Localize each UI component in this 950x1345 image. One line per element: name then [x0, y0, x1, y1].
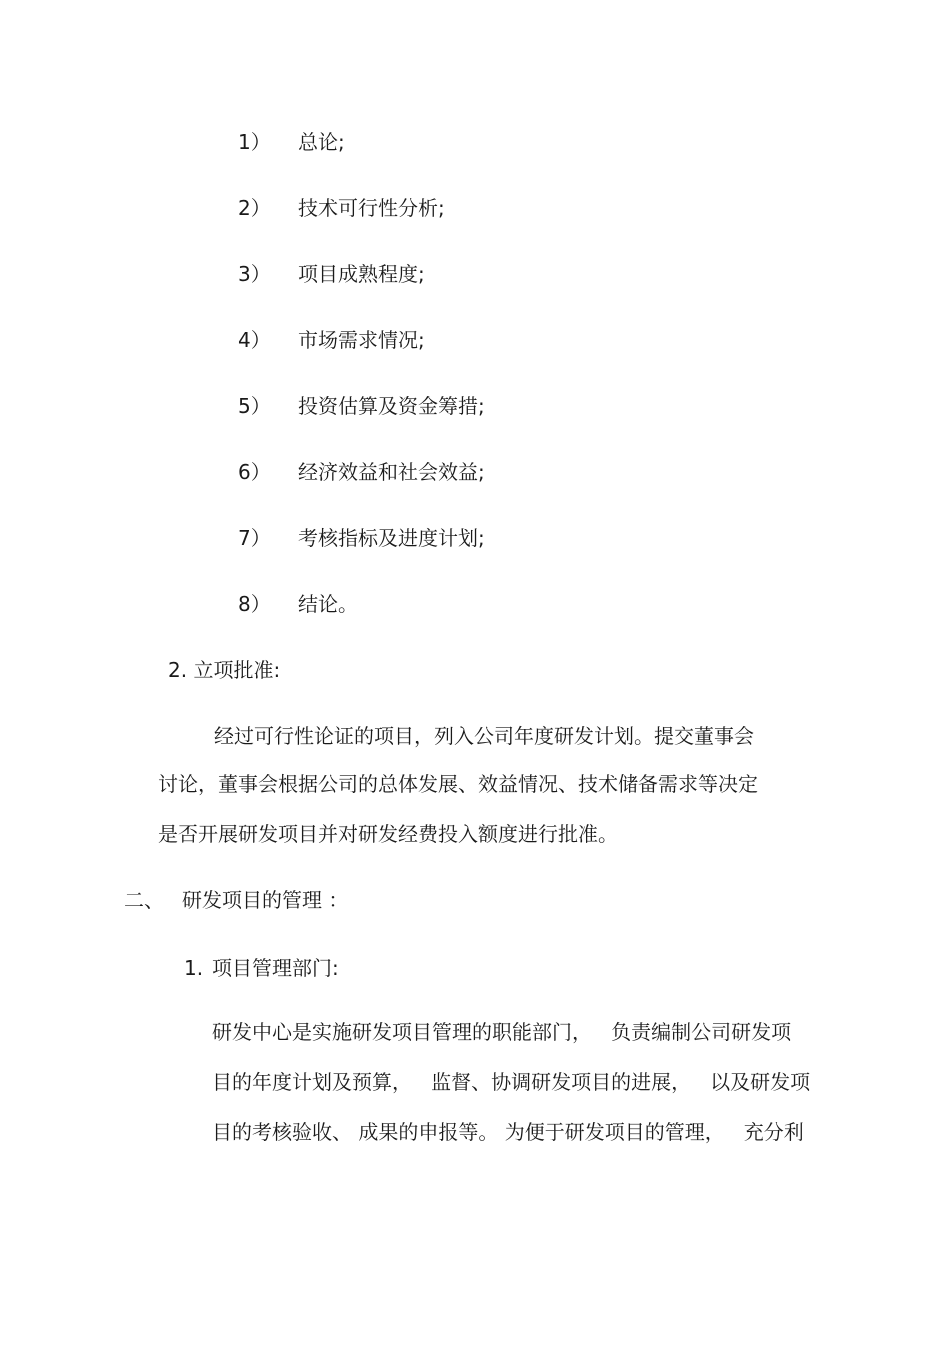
list-item: [238, 326, 425, 354]
list-number: 7）: [238, 526, 271, 550]
list-item: [238, 458, 485, 486]
list-number: 6）: [238, 460, 271, 484]
list-number: 4）: [238, 328, 271, 352]
subsection-number: 1.: [184, 956, 204, 980]
section-heading: [124, 886, 348, 914]
list-text: 项目成熟程度;: [298, 262, 425, 286]
list-item: [238, 260, 425, 288]
section-title: 研发项目的管理 ：: [182, 888, 349, 912]
list-text: 考核指标及进度计划;: [298, 526, 485, 550]
list-number: 5）: [238, 394, 271, 418]
paragraph-line: 目的考核验收、 成果的申报等。 为便于研发项目的管理， 充分利: [212, 1120, 804, 1144]
list-number: 2）: [238, 196, 271, 220]
list-item: [238, 590, 358, 618]
list-text: 结论。: [298, 592, 358, 616]
paragraph-line: 经过可行性论证的项目，列入公司年度研发计划。提交董事会: [214, 724, 754, 748]
list-text: 总论;: [298, 130, 345, 154]
paragraph-line: 目的年度计划及预算， 监督、协调研发项目的进展， 以及研发项: [212, 1070, 811, 1094]
list-text: 经济效益和社会效益;: [298, 460, 485, 484]
list-item: [238, 128, 345, 156]
subsection-heading: [184, 954, 339, 982]
section-number: 二、: [124, 888, 164, 912]
list-number: 8）: [238, 592, 271, 616]
paragraph-line: 讨论，董事会根据公司的总体发展、效益情况、技术储备需求等决定: [158, 772, 758, 796]
list-text: 技术可行性分析;: [298, 196, 445, 220]
list-item: [238, 194, 445, 222]
list-number: 1）: [238, 130, 271, 154]
approval-heading: 2. 立项批准:: [168, 658, 281, 682]
list-text: 市场需求情况;: [298, 328, 425, 352]
list-item: [238, 392, 485, 420]
paragraph-line: 是否开展研发项目并对研发经费投入额度进行批准。: [158, 822, 618, 846]
list-number: 3）: [238, 262, 271, 286]
list-text: 投资估算及资金筹措;: [298, 394, 485, 418]
list-item: [238, 524, 485, 552]
paragraph-line: 研发中心是实施研发项目管理的职能部门， 负责编制公司研发项: [212, 1020, 792, 1044]
subsection-title: 项目管理部门:: [212, 956, 339, 980]
